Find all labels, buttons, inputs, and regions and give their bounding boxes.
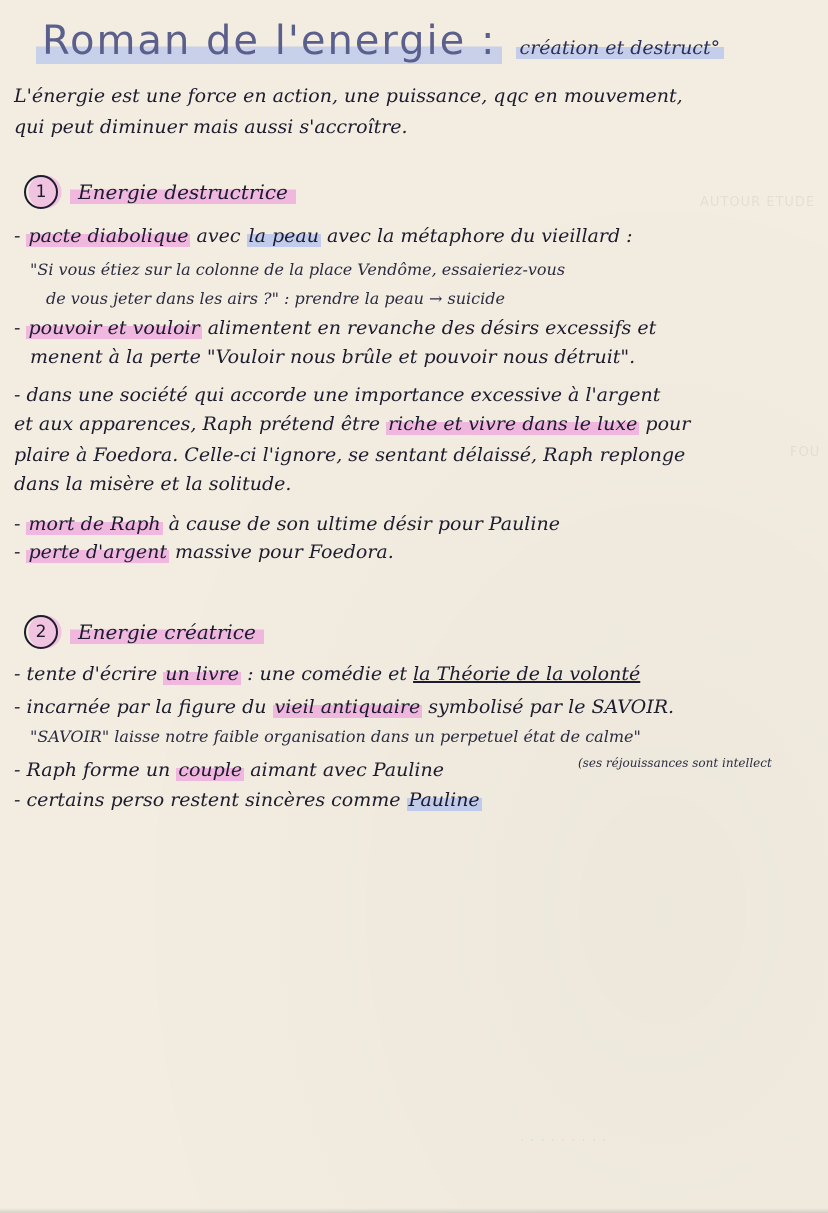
note-line: - pacte diabolique avec la peau avec la métaphore du vieillard : — [14, 225, 633, 247]
note-line: - tente d'écrire un livre : une comédie et la Théorie de la volonté — [14, 663, 641, 685]
section-number-badge — [22, 613, 68, 651]
section-number: 1 — [24, 175, 58, 209]
bleed-through-text: . . . . . . . . . — [520, 1130, 608, 1145]
section-number-badge — [22, 173, 68, 211]
note-line: menent à la perte "Vouloir nous brûle et pouvoir nous détruit". — [30, 346, 636, 368]
bleed-through-text: FOU — [790, 445, 821, 460]
margin-note: (ses réjouissances sont intellect — [578, 756, 772, 770]
quote-line: "Si vous étiez sur la colonne de la place Vendôme, essaieriez-vous — [30, 260, 566, 279]
note-line: - certains perso restent sincères comme Pauline — [14, 789, 480, 811]
page-edge-shadow — [0, 1208, 828, 1213]
note-line: et aux apparences, Raph prétend être riche et vivre dans le luxe pour — [14, 413, 691, 435]
section-heading-destructive — [22, 173, 296, 211]
note-line: dans la misère et la solitude. — [14, 473, 292, 495]
note-line: - Raph forme un couple aimant avec Pauline — [14, 759, 444, 781]
section-number: 2 — [24, 615, 58, 649]
section-title: Energie créatrice — [70, 620, 264, 644]
note-line: - incarnée par la figure du vieil antiquaire symbolisé par le SAVOIR. — [14, 696, 675, 718]
quote-line: de vous jeter dans les airs ?" : prendre la peau → suicide — [46, 289, 505, 308]
note-line: - perte d'argent massive pour Foedora. — [14, 541, 394, 563]
intro-line: L'énergie est une force en action, une puissance, qqc en mouvement, — [14, 85, 683, 107]
note-line: plaire à Foedora. Celle-ci l'ignore, se sentant délaissé, Raph replonge — [14, 444, 686, 466]
title-main: Roman de l'energie : — [36, 18, 502, 64]
quote-line: "SAVOIR" laisse notre faible organisation dans un perpetuel état de calme" — [30, 727, 641, 746]
page-title — [36, 18, 816, 64]
note-line: - pouvoir et vouloir alimentent en revanche des désirs excessifs et — [14, 317, 657, 339]
title-subtitle: création et destruct° — [516, 37, 725, 59]
bleed-through-text: AUTOUR ETUDE — [700, 195, 816, 210]
section-title: Energie destructrice — [70, 180, 296, 204]
section-heading-creative — [22, 613, 264, 651]
intro-line: qui peut diminuer mais aussi s'accroître. — [14, 116, 408, 138]
note-line: - mort de Raph à cause de son ultime désir pour Pauline — [14, 513, 560, 535]
note-line: - dans une société qui accorde une importance excessive à l'argent — [14, 384, 661, 406]
